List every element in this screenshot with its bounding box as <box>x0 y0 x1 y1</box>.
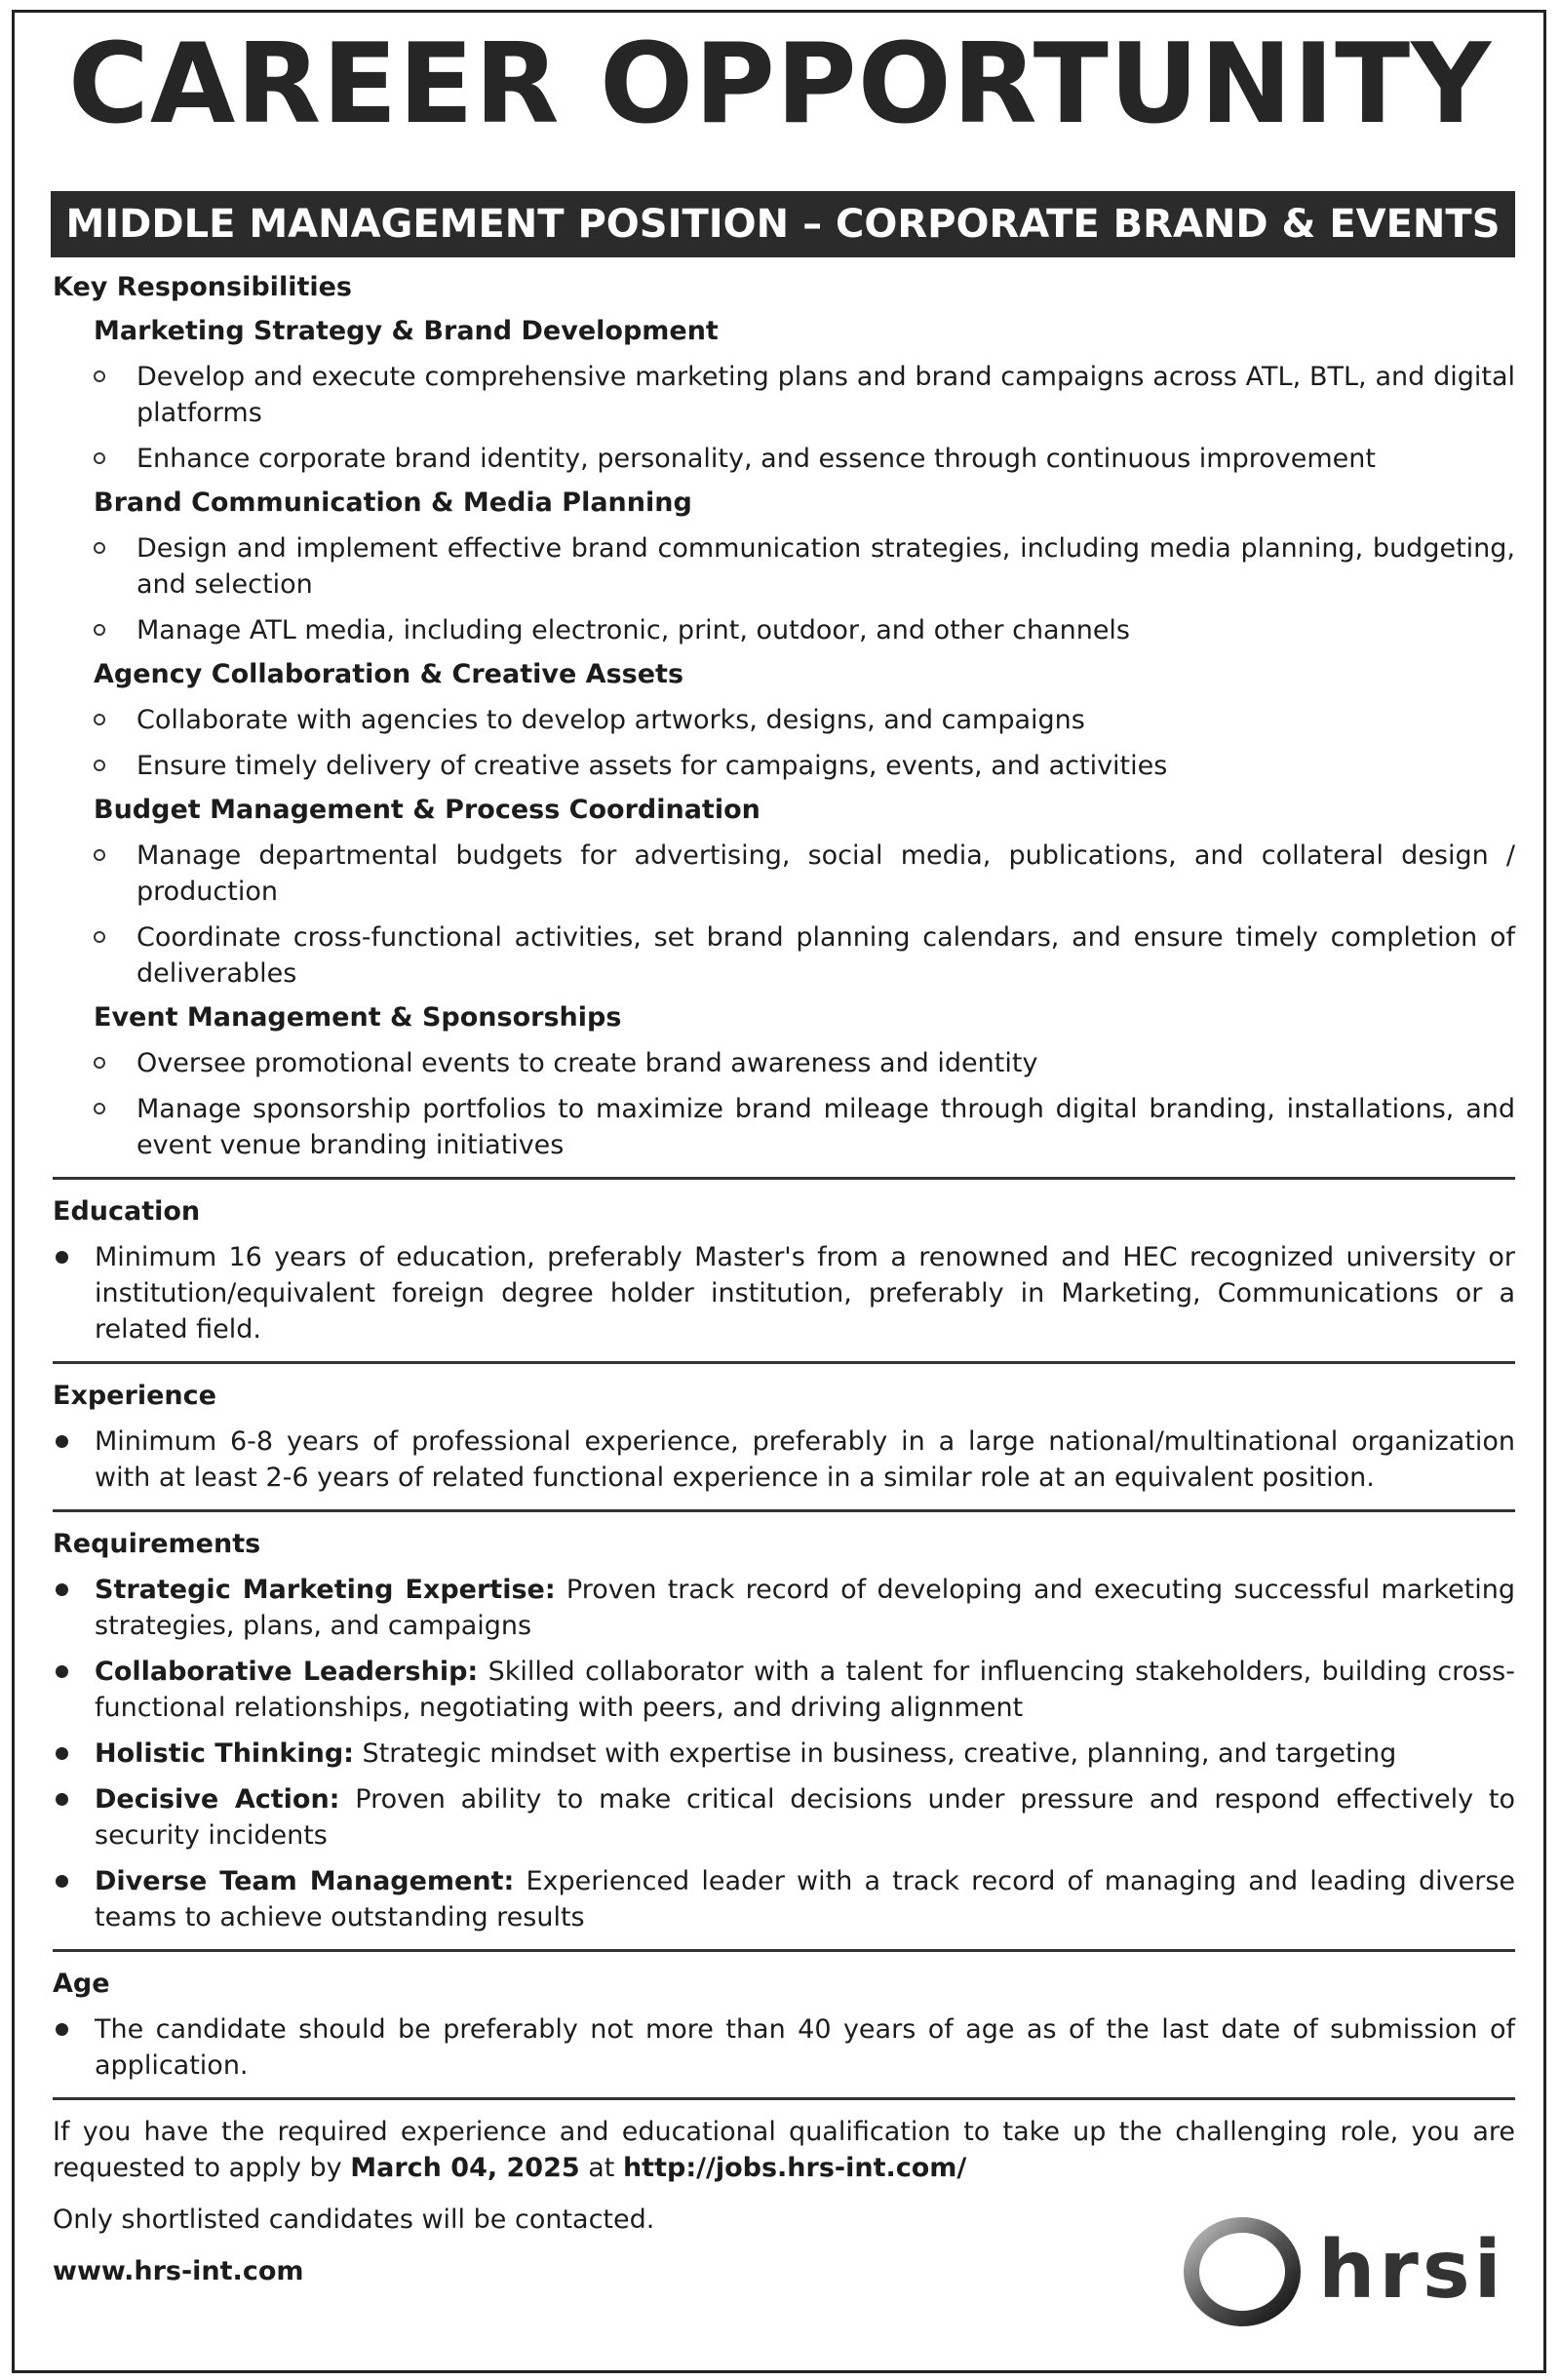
hrsi-ring-logo-icon <box>1178 2211 1314 2328</box>
list-item: Manage sponsorship portfolios to maximize brand mileage through digital branding, installations, and event venue branding initiatives <box>53 1091 1515 1163</box>
bullet-icon <box>56 2023 68 2036</box>
list-item: Minimum 6-8 years of professional experience, preferably in a large national/multinational organization with at least 2-6 years of related functional experience in a similar role at an equivalent position. <box>53 1424 1515 1496</box>
shortlist-note: Only shortlisted candidates will be contacted. <box>53 2204 655 2235</box>
hollow-bullet-icon <box>94 760 105 771</box>
list-item: The candidate should be preferably not more than 40 years of age as of the last date of submission of application. <box>53 2011 1515 2084</box>
bullet-icon <box>56 1251 68 1264</box>
hollow-bullet-icon <box>94 542 105 554</box>
hollow-bullet-icon <box>94 714 105 725</box>
list-item: Minimum 16 years of education, preferably Master's from a renowned and HEC recognized university or institution/equivalent foreign degree holder institution, preferably in Marketing, Communications or a related field. <box>53 1239 1515 1347</box>
list-item: Collaborate with agencies to develop artworks, designs, and campaigns <box>53 702 1515 738</box>
bullet-icon <box>56 1793 68 1806</box>
company-logo <box>1178 2211 1529 2328</box>
section-heading-experience: Experience <box>53 1381 216 1411</box>
list-item: Collaborative Leadership: Skilled collaborator with a talent for influencing stakeholders, building cross-functional relationships, negotiating with peers, and driving alignment <box>53 1654 1515 1726</box>
section-divider <box>53 1177 1515 1180</box>
section-divider <box>53 1949 1515 1952</box>
hollow-bullet-icon <box>94 1057 105 1069</box>
section-heading-key-responsibilities: Key Responsibilities <box>53 272 352 302</box>
list-item: Oversee promotional events to create brand awareness and identity <box>53 1045 1515 1081</box>
list-item: Manage ATL media, including electronic, print, outdoor, and other channels <box>53 612 1515 648</box>
section-heading-age: Age <box>53 1969 110 1999</box>
apply-instructions: If you have the required experience and educational qualification to take up the challenging role, you are requested to apply by March 04, 2025 at http://jobs.hrs-int.com/ <box>53 2117 1515 2183</box>
list-item: Design and implement effective brand communication strategies, including media planning, budgeting, and selection <box>53 530 1515 603</box>
list-item: Diverse Team Management: Experienced leader with a track record of managing and leading diverse teams to achieve outstanding results <box>53 1863 1515 1935</box>
logo-text: hrsi <box>1318 2224 1505 2317</box>
ad-content <box>53 269 1515 2289</box>
list-item: Develop and execute comprehensive marketing plans and brand campaigns across ATL, BTL, and digital platforms <box>53 359 1515 431</box>
hollow-bullet-icon <box>94 624 105 636</box>
list-item: Coordinate cross-functional activities, set brand planning calendars, and ensure timely completion of deliverables <box>53 919 1515 992</box>
hollow-bullet-icon <box>94 849 105 861</box>
apply-deadline: March 04, 2025 <box>350 2153 580 2183</box>
group-title: Event Management & Sponsorships <box>94 1002 622 1033</box>
group-title: Marketing Strategy & Brand Development <box>94 316 719 346</box>
bullet-icon <box>56 1665 68 1678</box>
group-title: Agency Collaboration & Creative Assets <box>94 659 684 689</box>
bullet-icon <box>56 1747 68 1760</box>
section-divider <box>53 1361 1515 1364</box>
hollow-bullet-icon <box>94 371 105 382</box>
apply-link[interactable]: http://jobs.hrs-int.com/ <box>622 2153 967 2183</box>
list-item: Strategic Marketing Expertise: Proven track record of developing and executing successful marketing strategies, plans, and campaigns <box>53 1572 1515 1644</box>
group-title: Brand Communication & Media Planning <box>94 488 692 518</box>
section-divider <box>53 2097 1515 2100</box>
group-title: Budget Management & Process Coordination <box>94 795 760 825</box>
bullet-icon <box>56 1583 68 1596</box>
hollow-bullet-icon <box>94 1103 105 1114</box>
list-item: Ensure timely delivery of creative assets for campaigns, events, and activities <box>53 748 1515 784</box>
list-item: Holistic Thinking: Strategic mindset with expertise in business, creative, planning, and targeting <box>53 1736 1515 1772</box>
section-heading-education: Education <box>53 1196 201 1227</box>
bullet-icon <box>56 1435 68 1448</box>
list-item: Manage departmental budgets for advertising, social media, publications, and collateral design / production <box>53 838 1515 910</box>
section-divider <box>53 1509 1515 1512</box>
hollow-bullet-icon <box>94 452 105 464</box>
page-title: CAREER OPPORTUNITY <box>67 20 1493 148</box>
section-heading-requirements: Requirements <box>53 1529 261 1559</box>
list-item: Decisive Action: Proven ability to make critical decisions under pressure and respond effectively to security incidents <box>53 1781 1515 1853</box>
website-link[interactable]: www.hrs-int.com <box>53 2256 304 2286</box>
list-item: Enhance corporate brand identity, personality, and essence through continuous improvement <box>53 441 1515 477</box>
bullet-icon <box>56 1875 68 1888</box>
position-banner: MIDDLE MANAGEMENT POSITION – CORPORATE BRAND & EVENTS <box>51 191 1515 257</box>
hollow-bullet-icon <box>94 931 105 943</box>
